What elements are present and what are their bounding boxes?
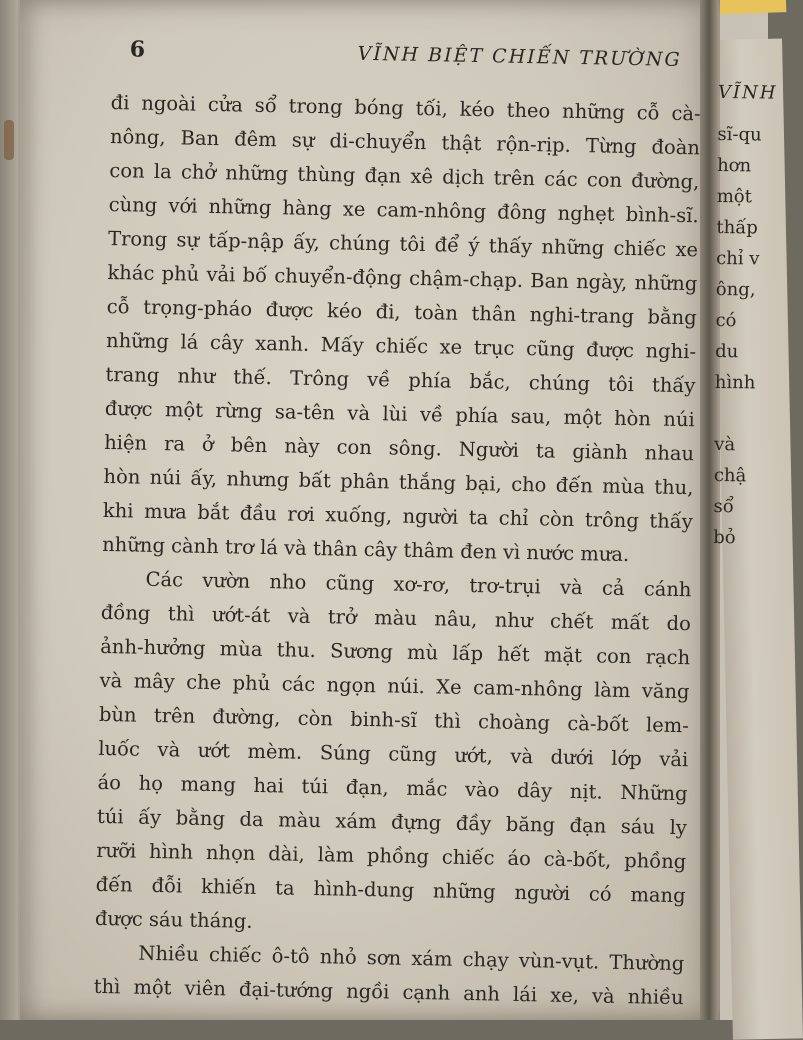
text-line: đi ngoài cửa sổ trong bóng tối, kéo theo những cỗ cà- bbox=[110, 90, 701, 126]
text-line: bùn trên đường, còn binh-sĩ thì choàng cà-bốt lem- bbox=[98, 702, 690, 738]
text-line: trang như thế. Trông về phía bắc, chúng tôi thấy bbox=[105, 362, 696, 398]
text-line: nông, Ban đêm sự di-chuyển thật rộn-rịp. Từng đoàn bbox=[109, 124, 701, 160]
right-line-fragment: và bbox=[714, 433, 736, 456]
text-line: ảnh-hưởng mùa thu. Sương mù lấp hết mặt con rạch bbox=[100, 634, 691, 670]
right-line-fragment: bỏ bbox=[713, 526, 736, 549]
text-line: hòn núi ấy, nhưng bất phân thắng bại, cho đến mùa thu, bbox=[103, 464, 694, 500]
left-page-text bbox=[93, 36, 701, 1015]
text-line: túi ấy bằng da màu xám đựng đầy băng đạn sáu ly bbox=[96, 804, 688, 840]
running-title: VĨNH BIỆT CHIẾN TRƯỜNG bbox=[357, 42, 682, 71]
text-line: Nhiều chiếc ô-tô nhỏ sơn xám chạy vùn-vụt. Thường bbox=[138, 941, 685, 976]
right-page-text bbox=[713, 82, 777, 554]
right-line-fragment: ông, bbox=[715, 278, 756, 301]
body-paragraphs bbox=[93, 86, 701, 1015]
text-line: khác phủ vải bố chuyển-động chậm-chạp. Ban ngày, những bbox=[107, 260, 698, 296]
right-line-fragment: sĩ-qu bbox=[717, 123, 762, 146]
text-line: được sáu tháng. bbox=[94, 906, 253, 933]
right-page-line-fragments bbox=[713, 119, 777, 554]
text-line: rưỡi hình nhọn dài, làm phồng chiếc áo cà-bốt, phồng bbox=[96, 838, 687, 874]
text-line: hiện ra ở bên này con sông. Người ta giành nhau bbox=[103, 430, 695, 466]
right-line-fragment: hơn bbox=[717, 154, 752, 177]
right-line-fragment: hình bbox=[714, 371, 756, 394]
right-line-fragment bbox=[714, 398, 774, 430]
text-line: và mây che phủ các ngọn núi. Xe cam-nhông làm văng bbox=[99, 668, 690, 704]
paragraph bbox=[102, 86, 701, 573]
text-line: luốc và ướt mèm. Súng cũng ướt, và dưới lớp vải bbox=[98, 736, 689, 772]
right-running-title-fragment: VĨNH bbox=[717, 82, 778, 104]
right-line-fragment: có bbox=[715, 309, 737, 332]
paragraph bbox=[93, 936, 684, 1015]
text-line: Trong sự tấp-nập ấy, chúng tôi để ý thấy những chiếc xe bbox=[107, 226, 699, 262]
right-line-fragment: du bbox=[715, 340, 739, 363]
text-line: Các vườn nho cũng xơ-rơ, trơ-trụi và cả cánh bbox=[145, 567, 692, 602]
right-line-fragment: thấp bbox=[716, 216, 758, 239]
text-line: được một rừng sa-tên và lùi về phía sau, một hòn núi bbox=[104, 396, 695, 432]
text-line: thì một viên đại-tướng ngồi cạnh anh lái xe, và nhiều bbox=[93, 974, 684, 1010]
text-line: áo họ mang hai túi đạn, mắc vào dây nịt. Những bbox=[97, 770, 688, 806]
paragraph bbox=[95, 562, 692, 947]
page-edge-stain bbox=[4, 120, 14, 160]
text-line: những cành trơ lá và thân cây thâm đen vì nước mưa. bbox=[102, 532, 630, 567]
text-line: cùng với những hàng xe cam-nhông đông nghẹt bình-sĩ. bbox=[108, 192, 699, 228]
text-line: con la chở những thùng đạn xê dịch trên các con đường, bbox=[109, 158, 700, 194]
page-number: 6 bbox=[129, 36, 146, 63]
text-line: những lá cây xanh. Mấy chiếc xe trục cũng được nghi- bbox=[105, 328, 697, 364]
right-line-fragment: một bbox=[716, 185, 753, 208]
right-line-fragment: chậ bbox=[713, 464, 747, 487]
text-line: đến đỗi khiến ta hình-dung những người có mang bbox=[95, 872, 686, 908]
text-line: đồng thì ướt-át và trở màu nâu, như chết mất do bbox=[100, 600, 692, 636]
right-line-fragment: chỉ v bbox=[716, 247, 760, 270]
text-line: cỗ trọng-pháo được kéo đi, toàn thân nghi-trang bằng bbox=[106, 294, 697, 330]
right-line-fragment: sổ bbox=[713, 495, 734, 518]
text-line: khi mưa bắt đầu rơi xuống, người ta chỉ còn trông thấy bbox=[102, 498, 694, 534]
